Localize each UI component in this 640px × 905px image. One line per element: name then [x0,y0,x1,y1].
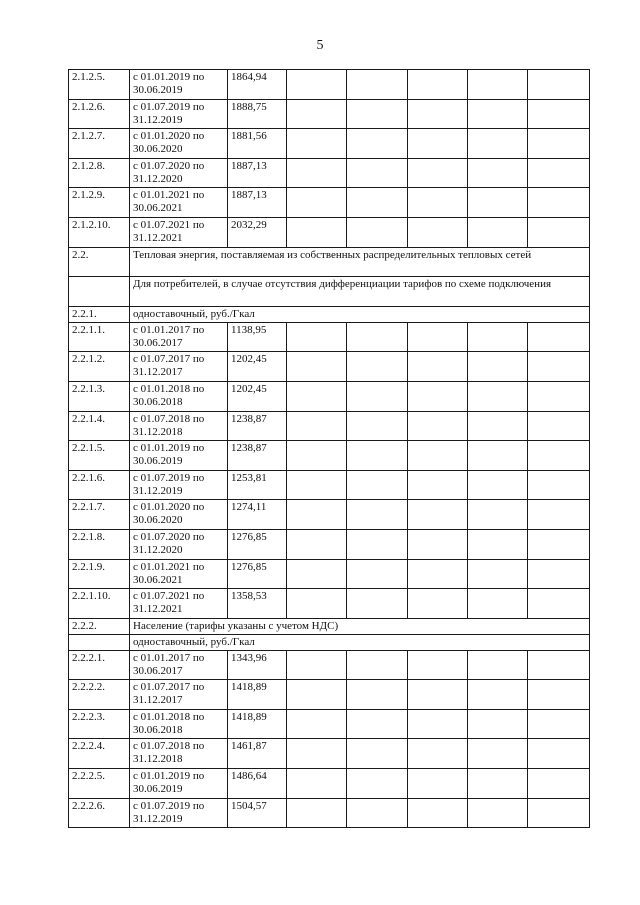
row-code: 2.2.1.10. [69,589,130,619]
section-title: одноставочный, руб./Гкал [130,306,590,322]
empty-cell [408,129,468,159]
empty-cell [287,709,347,739]
empty-cell [408,559,468,589]
table-row [69,798,590,828]
period-cell: с 01.07.2017 по 31.12.2017 [130,680,228,710]
empty-cell [408,217,468,247]
table-row [69,680,590,710]
empty-cell [347,589,408,619]
tariff-value: 1238,87 [228,441,287,471]
empty-cell [408,529,468,559]
row-code: 2.1.2.9. [69,188,130,218]
empty-cell [287,70,347,100]
empty-cell [468,470,528,500]
table-row [69,158,590,188]
tariff-value: 1461,87 [228,739,287,769]
period-cell: с 01.07.2021 по 31.12.2021 [130,589,228,619]
empty-cell [347,441,408,471]
period-cell: с 01.07.2021 по 31.12.2021 [130,217,228,247]
empty-cell [468,769,528,799]
tariff-value: 1202,45 [228,381,287,411]
empty-cell [347,709,408,739]
period-cell: с 01.07.2019 по 31.12.2019 [130,99,228,129]
period-cell: с 01.01.2020 по 30.06.2020 [130,129,228,159]
page-number: 5 [316,38,324,53]
empty-cell [528,70,590,100]
tariff-value: 1343,96 [228,650,287,680]
empty-cell [347,470,408,500]
empty-cell [528,441,590,471]
empty-cell [468,381,528,411]
empty-cell [408,650,468,680]
table-row [69,500,590,530]
empty-cell [468,559,528,589]
empty-cell [408,441,468,471]
table-row [69,650,590,680]
table-row [69,529,590,559]
table-row [69,411,590,441]
tariff-table [68,69,590,828]
section-code: 2.2.2. [69,618,130,634]
empty-cell [468,217,528,247]
empty-cell [468,99,528,129]
empty-cell [408,709,468,739]
empty-cell [408,352,468,382]
empty-cell [468,352,528,382]
empty-cell [468,529,528,559]
section-title: одноставочный, руб./Гкал [130,634,590,650]
row-code: 2.2.2.5. [69,769,130,799]
period-cell: с 01.01.2019 по 30.06.2019 [130,769,228,799]
period-cell: с 01.01.2018 по 30.06.2018 [130,381,228,411]
section-row [69,277,590,307]
empty-cell [408,500,468,530]
tariff-value: 1887,13 [228,188,287,218]
empty-cell [408,99,468,129]
period-cell: с 01.07.2017 по 31.12.2017 [130,352,228,382]
empty-cell [287,411,347,441]
empty-cell [528,739,590,769]
period-cell: с 01.07.2018 по 31.12.2018 [130,739,228,769]
table-row [69,739,590,769]
table-row [69,217,590,247]
empty-cell [287,352,347,382]
table-row [69,709,590,739]
empty-cell [408,589,468,619]
empty-cell [287,188,347,218]
section-code [69,634,130,650]
empty-cell [408,322,468,352]
empty-cell [347,529,408,559]
period-cell: с 01.01.2017 по 30.06.2017 [130,650,228,680]
empty-cell [528,798,590,828]
empty-cell [347,70,408,100]
empty-cell [468,70,528,100]
empty-cell [468,158,528,188]
row-code: 2.1.2.6. [69,99,130,129]
empty-cell [287,99,347,129]
row-code: 2.2.1.9. [69,559,130,589]
tariff-value: 1138,95 [228,322,287,352]
section-row [69,306,590,322]
empty-cell [287,680,347,710]
section-code: 2.2. [69,247,130,277]
empty-cell [528,650,590,680]
empty-cell [408,680,468,710]
empty-cell [528,470,590,500]
empty-cell [528,769,590,799]
empty-cell [408,411,468,441]
tariff-value: 1881,56 [228,129,287,159]
empty-cell [347,217,408,247]
period-cell: с 01.07.2019 по 31.12.2019 [130,798,228,828]
empty-cell [528,352,590,382]
empty-cell [347,188,408,218]
empty-cell [468,739,528,769]
empty-cell [468,589,528,619]
empty-cell [347,158,408,188]
table-row [69,352,590,382]
row-code: 2.2.2.6. [69,798,130,828]
empty-cell [408,798,468,828]
row-code: 2.1.2.8. [69,158,130,188]
empty-cell [528,129,590,159]
empty-cell [528,217,590,247]
empty-cell [528,381,590,411]
empty-cell [528,158,590,188]
period-cell: с 01.07.2018 по 31.12.2018 [130,411,228,441]
tariff-value: 1864,94 [228,70,287,100]
period-cell: с 01.01.2018 по 30.06.2018 [130,709,228,739]
empty-cell [287,158,347,188]
empty-cell [528,529,590,559]
empty-cell [287,798,347,828]
empty-cell [347,650,408,680]
period-cell: с 01.01.2020 по 30.06.2020 [130,500,228,530]
empty-cell [468,129,528,159]
table-row [69,129,590,159]
empty-cell [287,381,347,411]
empty-cell [408,381,468,411]
empty-cell [347,322,408,352]
empty-cell [287,441,347,471]
empty-cell [528,411,590,441]
empty-cell [528,559,590,589]
empty-cell [347,381,408,411]
table-row [69,70,590,100]
period-cell: с 01.07.2019 по 31.12.2019 [130,470,228,500]
tariff-value: 1887,13 [228,158,287,188]
table-row [69,589,590,619]
row-code: 2.2.1.2. [69,352,130,382]
period-cell: с 01.01.2021 по 30.06.2021 [130,188,228,218]
empty-cell [468,441,528,471]
empty-cell [287,470,347,500]
tariff-value: 1418,89 [228,680,287,710]
empty-cell [287,322,347,352]
empty-cell [468,188,528,218]
row-code: 2.2.1.4. [69,411,130,441]
empty-cell [287,650,347,680]
row-code: 2.2.1.7. [69,500,130,530]
row-code: 2.1.2.10. [69,217,130,247]
empty-cell [528,188,590,218]
empty-cell [408,70,468,100]
empty-cell [468,709,528,739]
row-code: 2.2.1.8. [69,529,130,559]
empty-cell [287,500,347,530]
empty-cell [347,99,408,129]
section-code: 2.2.1. [69,306,130,322]
tariff-value: 1202,45 [228,352,287,382]
table-row [69,188,590,218]
tariff-value: 1486,64 [228,769,287,799]
tariff-value: 1358,53 [228,589,287,619]
section-row [69,634,590,650]
empty-cell [347,559,408,589]
period-cell: с 01.07.2020 по 31.12.2020 [130,158,228,188]
table-row [69,470,590,500]
empty-cell [468,500,528,530]
empty-cell [287,589,347,619]
tariff-value: 1504,57 [228,798,287,828]
section-code [69,277,130,307]
tariff-value: 1888,75 [228,99,287,129]
section-row [69,247,590,277]
row-code: 2.2.1.3. [69,381,130,411]
empty-cell [528,500,590,530]
empty-cell [468,411,528,441]
section-title: Тепловая энергия, поставляемая из собственных распределительных тепловых сетей [130,247,590,277]
period-cell: с 01.07.2020 по 31.12.2020 [130,529,228,559]
empty-cell [347,411,408,441]
empty-cell [528,680,590,710]
row-code: 2.2.2.2. [69,680,130,710]
empty-cell [287,217,347,247]
tariff-value: 1274,11 [228,500,287,530]
row-code: 2.2.1.6. [69,470,130,500]
empty-cell [347,352,408,382]
empty-cell [468,322,528,352]
tariff-value: 1253,81 [228,470,287,500]
row-code: 2.1.2.7. [69,129,130,159]
section-title: Для потребителей, в случае отсутствия дифференциации тарифов по схеме подключения [130,277,590,307]
row-code: 2.2.2.4. [69,739,130,769]
table-row [69,441,590,471]
period-cell: с 01.01.2021 по 30.06.2021 [130,559,228,589]
empty-cell [528,322,590,352]
section-row [69,618,590,634]
table-row [69,559,590,589]
empty-cell [287,129,347,159]
empty-cell [408,769,468,799]
empty-cell [468,798,528,828]
tariff-value: 1276,85 [228,529,287,559]
tariff-value: 1276,85 [228,559,287,589]
tariff-value: 1238,87 [228,411,287,441]
empty-cell [347,769,408,799]
empty-cell [408,158,468,188]
empty-cell [528,589,590,619]
table-row [69,322,590,352]
row-code: 2.2.1.5. [69,441,130,471]
period-cell: с 01.01.2017 по 30.06.2017 [130,322,228,352]
empty-cell [528,709,590,739]
empty-cell [287,529,347,559]
empty-cell [528,99,590,129]
row-code: 2.2.2.3. [69,709,130,739]
empty-cell [287,739,347,769]
empty-cell [408,470,468,500]
empty-cell [347,680,408,710]
empty-cell [347,798,408,828]
empty-cell [468,650,528,680]
period-cell: с 01.01.2019 по 30.06.2019 [130,70,228,100]
table-row [69,99,590,129]
empty-cell [347,739,408,769]
row-code: 2.2.1.1. [69,322,130,352]
tariff-value: 2032,29 [228,217,287,247]
empty-cell [468,680,528,710]
row-code: 2.1.2.5. [69,70,130,100]
empty-cell [347,129,408,159]
period-cell: с 01.01.2019 по 30.06.2019 [130,441,228,471]
row-code: 2.2.2.1. [69,650,130,680]
empty-cell [347,500,408,530]
table-row [69,381,590,411]
empty-cell [408,739,468,769]
empty-cell [287,769,347,799]
table-row [69,769,590,799]
section-title: Население (тарифы указаны с учетом НДС) [130,618,590,634]
empty-cell [408,188,468,218]
tariff-value: 1418,89 [228,709,287,739]
empty-cell [287,559,347,589]
